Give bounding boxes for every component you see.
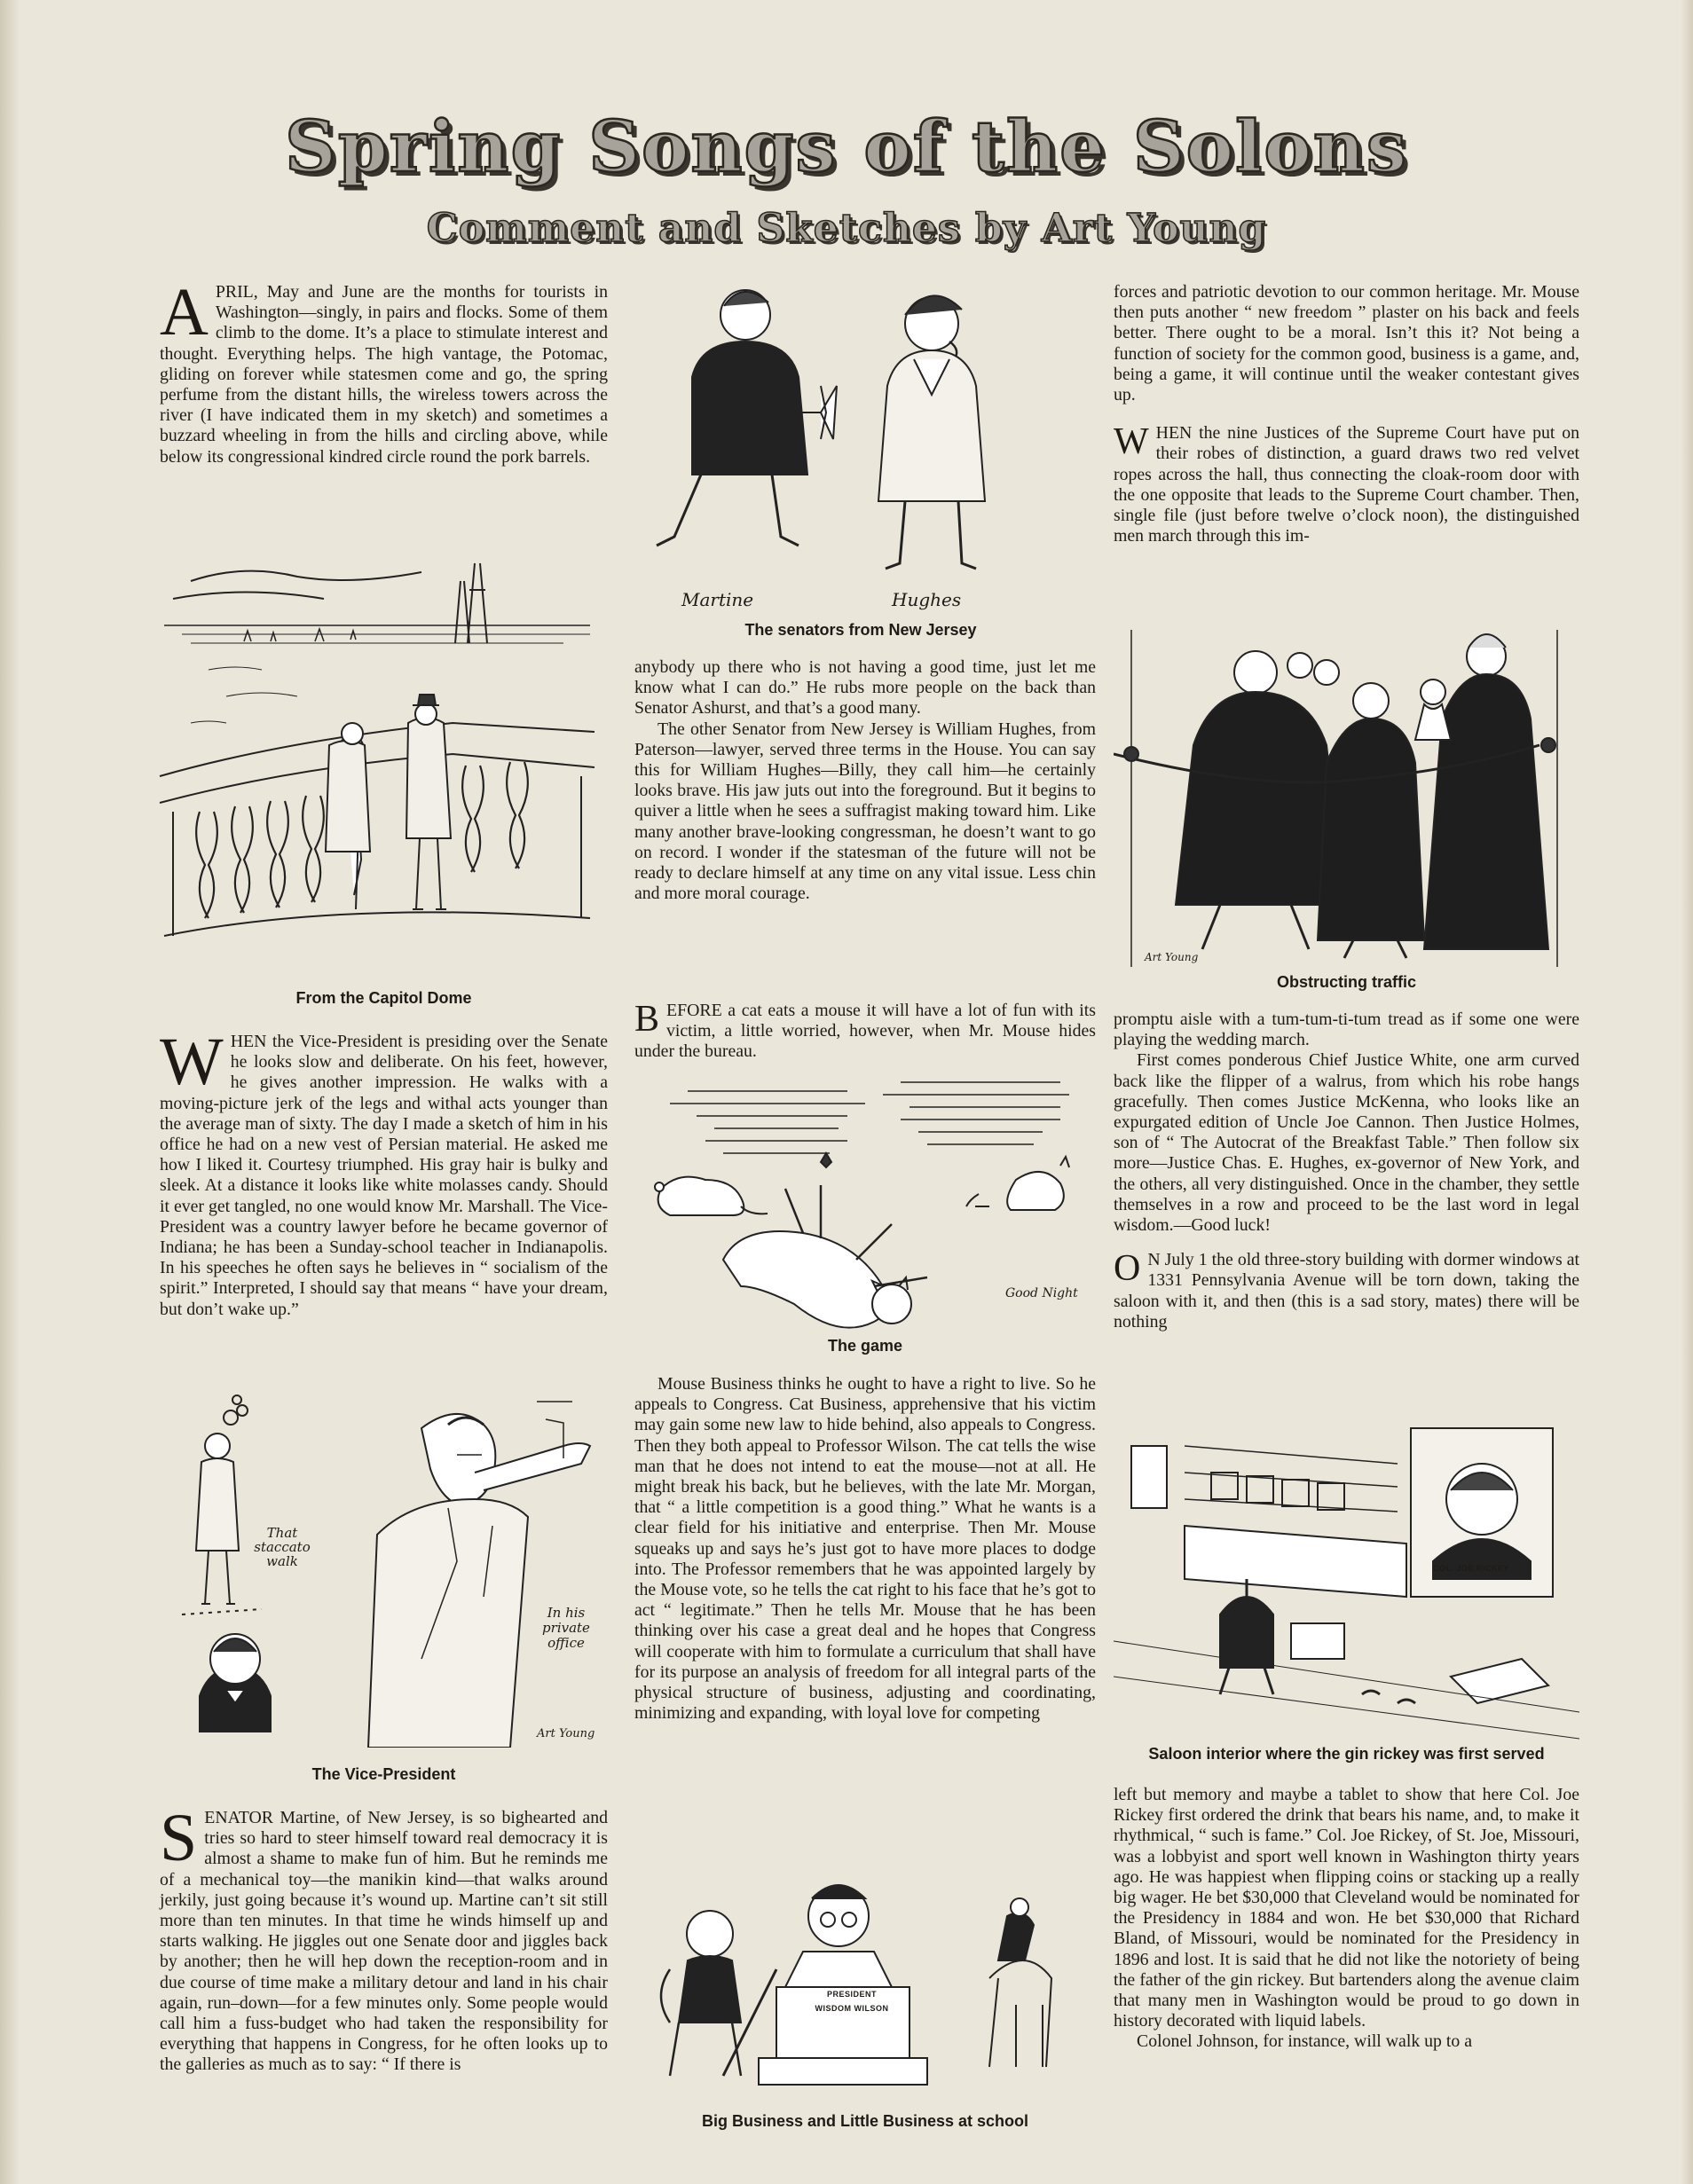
portrait-label: COL. JOE RICKEY: [1432, 1564, 1509, 1573]
paragraph-vice-president: WHEN the Vice-President is presiding over the Senate he looks slow and deliberate. On his feet, however, he gives another impression. He walks with a moving-picture jerk of the legs and withal acts younger than the average man of sixty. The day I made a sketch of him in his office he had on a new vest of Persian material. He asked me how I liked it. Courtesy triumphed. His gray hair is bulky and sleek. At a distance it looks like white molasses candy. Should it ever get tangled, no one would know Mr. Marshall. The Vice-President was a country lawyer before he became governor of Indiana; he has been a Sunday-school teacher in Indianapolis. In his speeches he often says he believes in “ socialism of the spirit.” Interpreted, I should say that means “ have your dream, but don’t wake up.”: [160, 1025, 608, 1319]
drop-cap: B: [634, 999, 660, 1040]
paragraph-april: APRIL, May and June are the months for tourists in Washington—singly, in pairs and flocks. Some of them climb to the dome. It’s a place to stimulate interest and thought. Everything helps. The high vantage, the Potomac, gliding on forever while statesmen come and go, the spring perfume from the distant hills, the wireless towers across the river (I have indicated them in my sketch) and sometimes a buzzard wheeling in from the hills and circling above, while below its congressional kindred circle round the pork barrels.: [160, 275, 608, 467]
column-1-top: [160, 275, 608, 467]
paragraph-hughes: The other Senator from New Jersey is William Hughes, from Paterson—lawyer, served three terms in the House. You can say this for William Hughes—Billy, they call him—he certainly looks brave. His jaw juts out into the foreground. But it begins to quiver a little when he sees a suffragist making toward him. Like many another brave-looking congressman, he doesn’t want to go on record. I wonder if the statesman of the future will not be ready to declare himself at any time on any vital issue. Less chin and more moral courage.: [634, 719, 1096, 904]
vice-president-illustration: [155, 1393, 612, 1748]
column-3-top: [1114, 282, 1579, 546]
school-illustration: [634, 1845, 1096, 2094]
caption-vice-president: The Vice-President: [311, 1765, 456, 1783]
column-3-middle: [1114, 1010, 1579, 1332]
paragraph-july: O N July 1 the old three-story building with dormer windows at 1331 Pennsylvania Avenue will be torn down, taking the saloon with it, and then (this is a sad story, mates) there will be nothing: [1114, 1248, 1579, 1332]
drop-cap: A: [160, 275, 209, 350]
caption-traffic: Obstructing traffic: [1276, 973, 1416, 991]
drop-cap: W: [160, 1025, 224, 1099]
artist-signature: Art Young: [537, 1727, 595, 1740]
sketch-note-office: In his private office: [542, 1605, 590, 1651]
capitol-dome-illustration: [155, 546, 612, 971]
paragraph-cat-mouse: BEFORE a cat eats a mouse it will have a lot of fun with its victim, a little worried, however, when Mr. Mouse hides under the bureau.: [634, 999, 1096, 1062]
paragraph-martine: SENATOR Martine, of New Jersey, is so bighearted and tries so hard to steer himself toward real democracy it is almost a shame to make fun of him. But he reminds me of a mechanical toy—the manikin kind—that walks around jerkily, just going because it’s wound up. Martine can’t sit still more than ten minutes. In that time he winds himself up and starts walking. He jiggles out one Senate door and jiggles back by another; then he will hep down the reception-room and in due course of time make a military detour and land in his chair again, run–down—for a few minutes only. Some people would call him a fuss-budget who had taken the responsibility for everything that happens in Congress, for he often looks up to the galleries as much as to say: “ If there is: [160, 1801, 608, 2075]
drop-cap: S: [160, 1801, 198, 1875]
caption-capitol-dome: From the Capitol Dome: [295, 989, 472, 1007]
paragraph-aisle: promptu aisle with a tum-tum-ti-tum tread as if some one were playing the wedding march.: [1114, 1010, 1579, 1050]
column-2-mouse-business: [634, 1374, 1096, 1724]
caption-senators: The senators from New Jersey: [744, 621, 977, 639]
paragraph-johnson: Colonel Johnson, for instance, will walk up to a: [1137, 2031, 1472, 2052]
caption-game: The game: [827, 1337, 903, 1355]
page-edge-left: [0, 0, 20, 2184]
sketch-note-walk: That staccato walk: [254, 1525, 311, 1569]
column-2-cat: [634, 1001, 1096, 1063]
paragraph-patriotic: forces and patriotic devotion to our common heritage. Mr. Mouse then puts another “ new freedom ” plaster on his back and feels better. There ought to be a moral. Isn’t this it? Not being a function of society for the common good, business is a game, and, being a game, it will continue until the weaker contestant gives up.: [1114, 282, 1579, 405]
desk-sign: PRESIDENT WISDOM WILSON: [815, 1990, 889, 2013]
artist-signature-2: Art Young: [1145, 951, 1199, 963]
column-1-bottom: [160, 1801, 608, 2076]
paragraph-anybody: anybody up there who is not having a good time, just let me know what I can do.” He rubs more people on the back than Senator Ashurst, and that’s a good many.: [634, 657, 1096, 719]
name-martine: Martine: [681, 589, 754, 610]
page-edge-right: [1681, 0, 1693, 2184]
saloon-illustration: [1114, 1410, 1579, 1748]
paragraph-justices: WHEN the nine Justices of the Supreme Court have put on their robes of distinction, a guard draws two red velvet ropes across the hall, thus connecting the cloak-room door with the one opposite that leads to the Supreme Court chamber. Then, single file (just before twelve o’clock noon), the distinguished men march through this im-: [1114, 421, 1579, 546]
justices-illustration: [1114, 612, 1579, 967]
sketch-note-night: Good Night: [1005, 1286, 1078, 1300]
caption-saloon: Saloon interior where the gin rickey was first served: [1148, 1745, 1545, 1763]
drop-cap: W: [1114, 421, 1149, 463]
senators-illustration: [639, 279, 1074, 590]
paragraph-mouse-business: Mouse Business thinks he ought to have a right to live. So he appeals to Congress. Cat Business, apprehensive that his victim may gain some new law to hide behind, also appeals to Congress. Then they both appeal to Professor Wilson. The cat tells the wise man that he does not intend to eat the mouse—not at all. He might break his back, but he believes, with the late Mr. Morgan, that “ a little competition is a good thing.” What he wants is a clear field for his initiative and enterprise. Then Mr. Mouse squeaks up and says he’s just got to have more places to dodge into. The Professor remembers that he was appointed largely by the Mouse vote, so he tells the cat right to his face that he’s got to act “ legitimate.” Then he tells Mr. Mouse that he has been thinking over his case a great deal and he hopes that Congress will cooperate with him to formulate a curriculum that shall have for its purpose an analysis of freedom for all integral parts of the physical structure of business, adjusting and coordinating, minimizing and expanding, with loyal love for competing: [634, 1374, 1096, 1724]
column-2-top: [634, 657, 1096, 904]
page-subtitle: Comment and Sketches by Art Young: [426, 206, 1267, 251]
column-1-middle: [160, 1025, 608, 1320]
paragraph-chief-justice: First comes ponderous Chief Justice White, one arm curved back like the flipper of a walrus, from which his robe hangs gracefully. Then comes Justice McKenna, who looks like an expurgated edition of Uncle Joe Cannon. Then Justice Holmes, son of “ The Autocrat of the Breakfast Table.” Then follow six more—Justice Chas. E. Hughes, ex-governor of New York, and the others, all very distinguished. Once in the chamber, they settle themselves in a row and proceed to be the last word in legal wisdom.—Good luck!: [1114, 1050, 1579, 1236]
column-3-bottom: [1114, 1785, 1579, 2053]
caption-school: Big Business and Little Business at school: [701, 2112, 1029, 2130]
paragraph-rickey: left but memory and maybe a tablet to show that here Col. Joe Rickey first ordered the drink that bears his name, and, to make it rhythmical, “ such is fame.” Col. Joe Rickey, of St. Joe, Missouri, was a lobbyist and sport well known in Washington thirty years ago. He was happiest when flipping coins or stacking up a really big wager. He bet $30,000 that Cleveland would be nominated for the Presidency in 1884 and won. He bet $30,000 that Richard Bland, of Missouri, would be nominated for the Presidency in 1896 and lost. It is said that he did not like the notoriety of being the father of the gin rickey. But bartenders along the avenue claim that many men in Washington would be proud to go down in history decorated with liquid labels.: [1114, 1785, 1579, 2031]
name-hughes: Hughes: [892, 589, 962, 610]
drop-cap: O: [1114, 1248, 1141, 1290]
page-title: Spring Songs of the Solons: [285, 105, 1408, 188]
